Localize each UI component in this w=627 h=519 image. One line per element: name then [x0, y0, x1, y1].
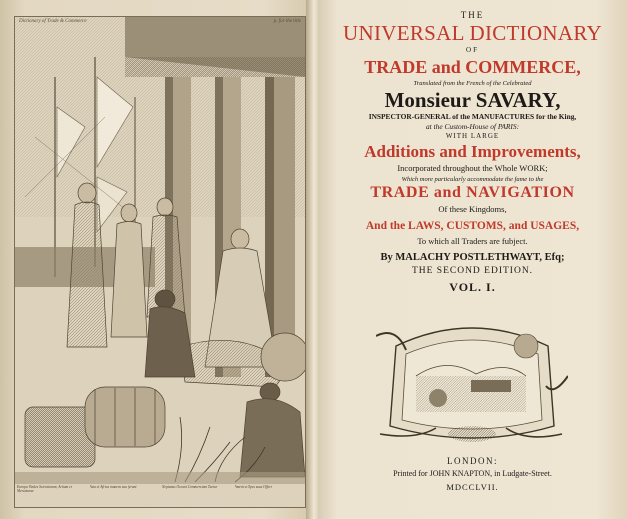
laws-line: And the LAWS, CUSTOMS, and USAGES, [365, 220, 580, 232]
which-line: Which more particularly accommodate the fame to the [401, 176, 544, 183]
legend-text: Asia et Africa munera sua ferunt [89, 485, 137, 489]
main-title: UNIVERSAL DICTIONARY [343, 21, 602, 45]
plate-caption-left: Dictionary of Trade & Commerce [19, 19, 87, 24]
engraving-illustration [15, 17, 305, 507]
legend-text: Neptunus Oceani Commercium Tuetur [162, 485, 218, 489]
title-vignette-engraving [376, 316, 568, 448]
author-savary: Monsieur SAVARY, [384, 88, 561, 112]
traders-line: To which all Traders are fubject. [417, 236, 528, 246]
title-page [318, 0, 627, 519]
volume-line: VOL. I. [449, 280, 496, 294]
plate-caption-right: p. for the title [273, 19, 301, 24]
kingdoms-line: Of these Kingdoms, [438, 204, 507, 214]
legend-text: Europa Vindex Scientiarum, Artium et Mercaturae [17, 485, 72, 494]
legend-text: America Opes suas Offert [234, 485, 272, 489]
printed-line: Printed for JOHN KNAPTON, in Ludgate-Street. [393, 469, 552, 478]
by-author-line: By MALACHY POSTLETHWAYT, Efq; [380, 252, 565, 263]
frontispiece-page [0, 0, 312, 519]
custom-house-line: at the Custom-House of PARIS: [425, 122, 520, 131]
title-of: OF [466, 46, 479, 54]
edition-line: THE SECOND EDITION. [411, 266, 534, 276]
incorporated-line: Incorporated throughout the Whole WORK; [397, 163, 548, 173]
engraved-plate [14, 16, 306, 508]
plate-legend [17, 485, 303, 505]
subtitle-trade: TRADE and COMMERCE, [364, 57, 581, 77]
with-large-line: WITH LARGE [445, 132, 500, 140]
additions-line: Additions and Improvements, [364, 142, 581, 161]
navigation-line: TRADE and NAVIGATION [370, 184, 575, 201]
year-line: MDCCLVII. [446, 482, 499, 492]
inspector-line: INSPECTOR-GENERAL of the MANUFACTURES for the King, [368, 112, 577, 121]
title-the: THE [460, 10, 485, 20]
london-line: LONDON: [447, 456, 498, 466]
translated-line: Translated from the French of the Celebrated [413, 80, 532, 87]
